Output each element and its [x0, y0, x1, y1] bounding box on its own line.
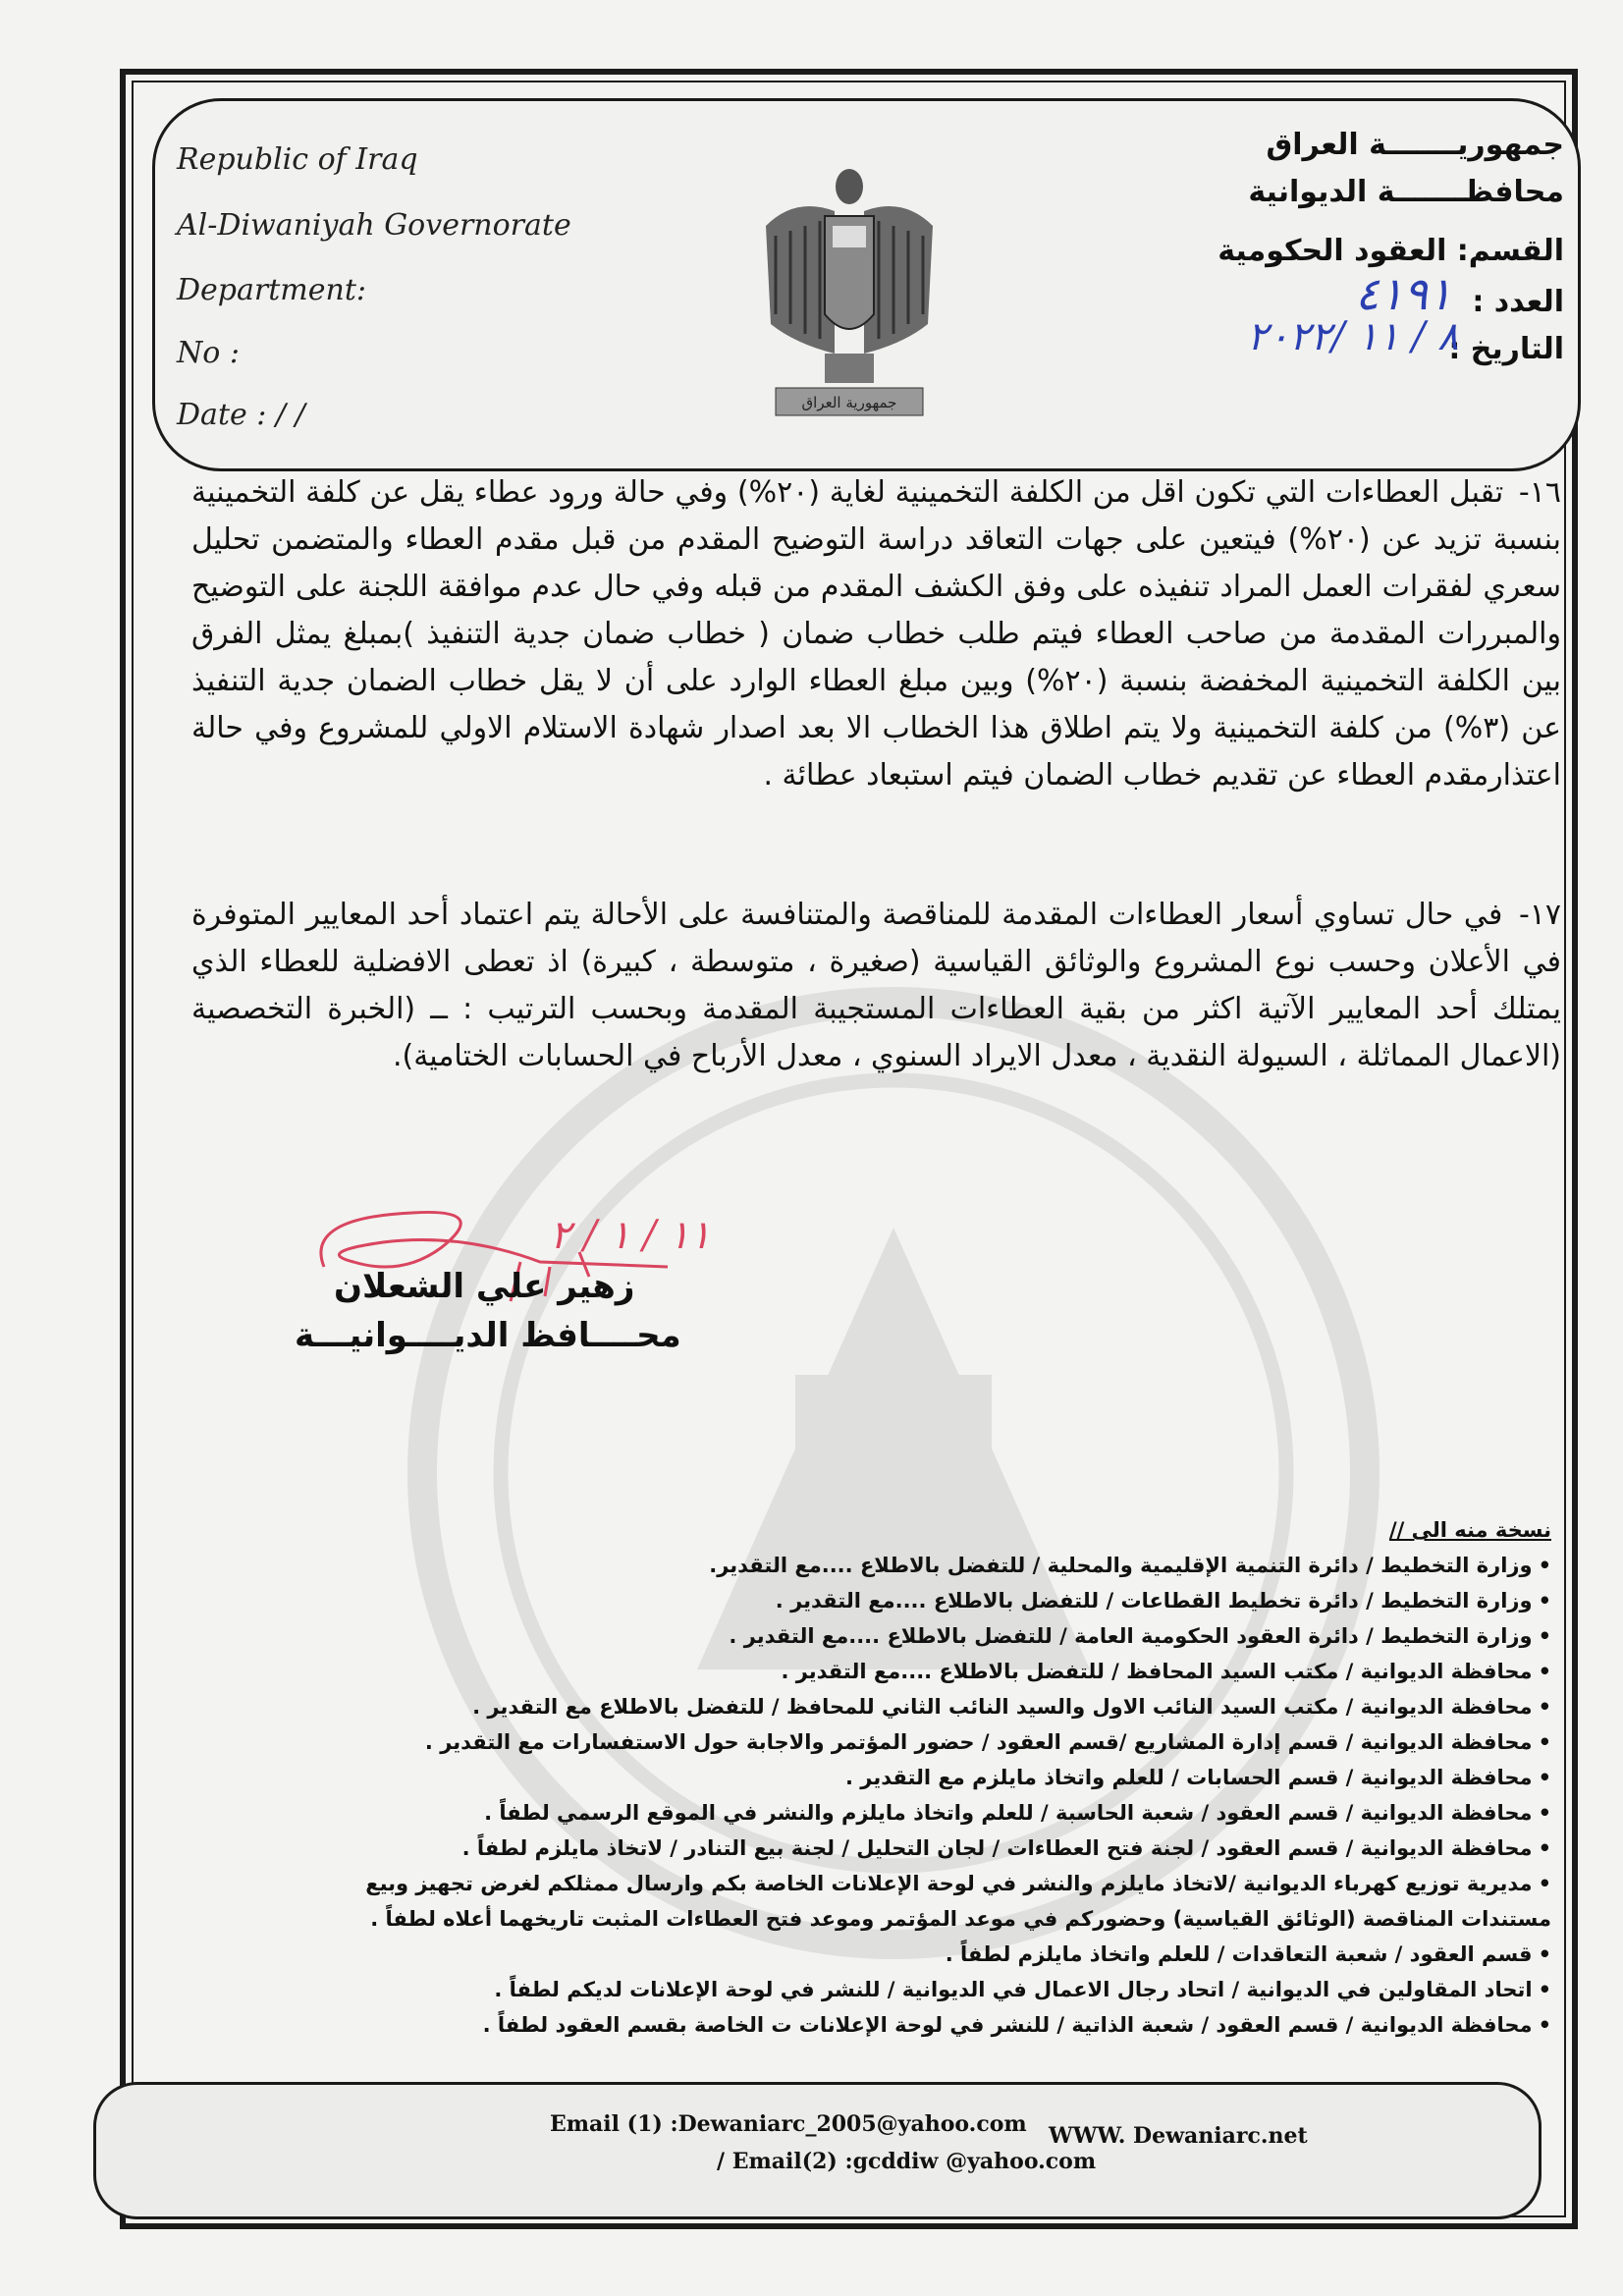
- emblem-caption: جمهورية العراق: [801, 394, 897, 411]
- list-item: •وزارة التخطيط / دائرة العقود الحكومية العامة / للتفضل بالاطلاع ....مع التقدير .: [729, 1624, 1551, 1648]
- signatory-title: محــــافظ الديــــوانيـــة: [295, 1316, 681, 1355]
- list-item: •محافظة الديوانية / قسم العقود / لجنة فتح العطاءات / لجان التحليل / لجنة بيع التنادر / لاتخاذ مايلزم لطفاً .: [461, 1836, 1551, 1860]
- list-item: •محافظة الديوانية / قسم العقود / شعبة الحاسبة / للعلم واتخاذ مايلزم والنشر في الموقع الرسمي لطفاً .: [484, 1801, 1551, 1825]
- list-item: مستندات المناقصة (الوثائق القياسية) وحضوركم في موعد المؤتمر وموعد فتح العطاءات المثبت تاريخهما أعلاه لطفاً .: [370, 1907, 1551, 1931]
- list-item: •قسم العقود / شعبة التعاقدات / للعلم واتخاذ مايلزم لطفاً .: [945, 1942, 1551, 1966]
- header-country-ar: جمهوريـــــــة العراق: [1266, 128, 1564, 162]
- clause-17-text: في حال تساوي أسعار العطاءات المقدمة للمناقصة والمتنافسة على الأحالة يتم اعتماد أحد المعايير المتوفرة في الأعلان وحسب نوع المشروع والوثائق القياسية (صغيرة ، متوسطة ، كبيرة) اذ تعطى الافضلية للعطاء الذي يمتلك أحد المعايير الآتية اكثر من بقية العطاءات المستجيبة المقدمة وبحسب الترتيب : ــ (الخبرة التخصصية (الاعمال المماثلة ، السيولة النقدية ، معدل الايراد السنوي ، معدل الأرباح في الحسابات الختامية).: [191, 898, 1561, 1073]
- header-country-en: Republic of Iraq: [177, 142, 418, 177]
- iraq-eagle-emblem-icon: [756, 157, 943, 422]
- header-number-label-ar: العدد :: [1472, 285, 1564, 319]
- list-item: •محافظة الديوانية / مكتب السيد النائب الاول والسيد النائب الثاني للمحافظ / للتفضل بالاطلاع مع التقدير .: [472, 1695, 1551, 1719]
- handwritten-reference-number: ٤١٩١: [1355, 267, 1452, 320]
- footer-website[interactable]: WWW. Dewaniarc.net: [1049, 2123, 1308, 2149]
- signatory-name: زهير علي الشعلان: [334, 1267, 635, 1306]
- clause-16: [191, 469, 1561, 799]
- list-item: •محافظة الديوانية / قسم العقود / شعبة الذاتية / للنشر في لوحة الإعلانات ت الخاصة بقسم العقود لطفاً .: [482, 2013, 1551, 2037]
- list-item: •اتحاد المقاولين في الديوانية / اتحاد رجال الاعمال في الديوانية / للنشر في لوحة الإعلانات لديكم لطفاً .: [494, 1978, 1551, 2001]
- signature-date-scribble: ١١ / ١ / ٢: [550, 1213, 711, 1258]
- list-item: •محافظة الديوانية / مكتب السيد المحافظ / للتفضل بالاطلاع ....مع التقدير .: [781, 1660, 1551, 1683]
- header-date-en: Date : / /: [177, 398, 305, 432]
- header-governorate-ar: محافظـــــــة الديوانية: [1248, 175, 1564, 209]
- list-item: •محافظة الديوانية / قسم إدارة المشاريع /قسم العقود / حضور المؤتمر والاجابة حول الاستفسارات مع التقدير .: [424, 1730, 1551, 1754]
- clause-17: [191, 892, 1561, 1080]
- copies-list: [187, 1512, 1551, 2043]
- header-date-label-ar: التاريخ :: [1448, 332, 1564, 366]
- handwritten-date: ٨ / ١١ /٢٠٢٢: [1247, 314, 1459, 359]
- list-item: •وزارة التخطيط / دائرة تخطيط القطاعات / للتفضل بالاطلاع ....مع التقدير .: [775, 1589, 1551, 1613]
- footer-email-1[interactable]: Email (1) :Dewaniarc_2005@yahoo.com: [550, 2111, 1027, 2137]
- list-item: •مديرية توزيع كهرباء الديوانية /لاتخاذ مايلزم والنشر في لوحة الإعلانات الخاصة بكم وارسال ممثلكم لغرض تجهيز وبيع: [365, 1872, 1551, 1895]
- list-item: •محافظة الديوانية / قسم الحسابات / للعلم واتخاذ مايلزم مع التقدير .: [844, 1766, 1551, 1789]
- header-governorate-en: Al-Diwaniyah Governorate: [177, 208, 571, 243]
- header-department-ar: القسم: العقود الحكومية: [1217, 234, 1564, 268]
- clause-17-number: ١٧-: [1518, 898, 1561, 932]
- footer-email-2[interactable]: / Email(2) :gcddiw @yahoo.com: [717, 2149, 1097, 2174]
- header-number-en: No :: [177, 336, 240, 370]
- clause-16-number: ١٦-: [1518, 475, 1561, 510]
- list-item: •وزارة التخطيط / دائرة التنمية الإقليمية والمحلية / للتفضل بالاطلاع ....مع التقدير.: [709, 1554, 1551, 1577]
- copies-title: نسخة منه الى //: [1388, 1518, 1551, 1542]
- clause-16-text: تقبل العطاءات التي تكون اقل من الكلفة التخمينية لغاية (٢٠%) وفي حالة ورود عطاء يقل عن كلفة التخمينية بنسبة تزيد عن (٢٠%) فيتعين على جهات التعاقد دراسة التوضيح المقدم من قبل مقدم العطاء والمتضمن تحليل سعري لفقرات العمل المراد تنفيذه على وفق الكشف المقدم من قبله وفي حال عدم موافقة اللجنة على التوضيح والمبررات المقدمة من صاحب العطاء فيتم طلب خطاب ضمان ( خطاب ضمان جدية التنفيذ )بمبلغ يمثل الفرق بين الكلفة التخمينية المخفضة بنسبة (٢٠%) وبين مبلغ العطاء الوارد على أن لا يقل خطاب الضمان جدية التنفيذ عن (٣%) من كلفة التخمينية ولا يتم اطلاق هذا الخطاب الا بعد اصدار شهادة الاستلام الاولي للمشروع وفي حالة اعتذارمقدم العطاء عن تقديم خطاب الضمان فيتم استبعاد عطائة .: [191, 475, 1562, 793]
- header-department-en: Department:: [177, 273, 366, 307]
